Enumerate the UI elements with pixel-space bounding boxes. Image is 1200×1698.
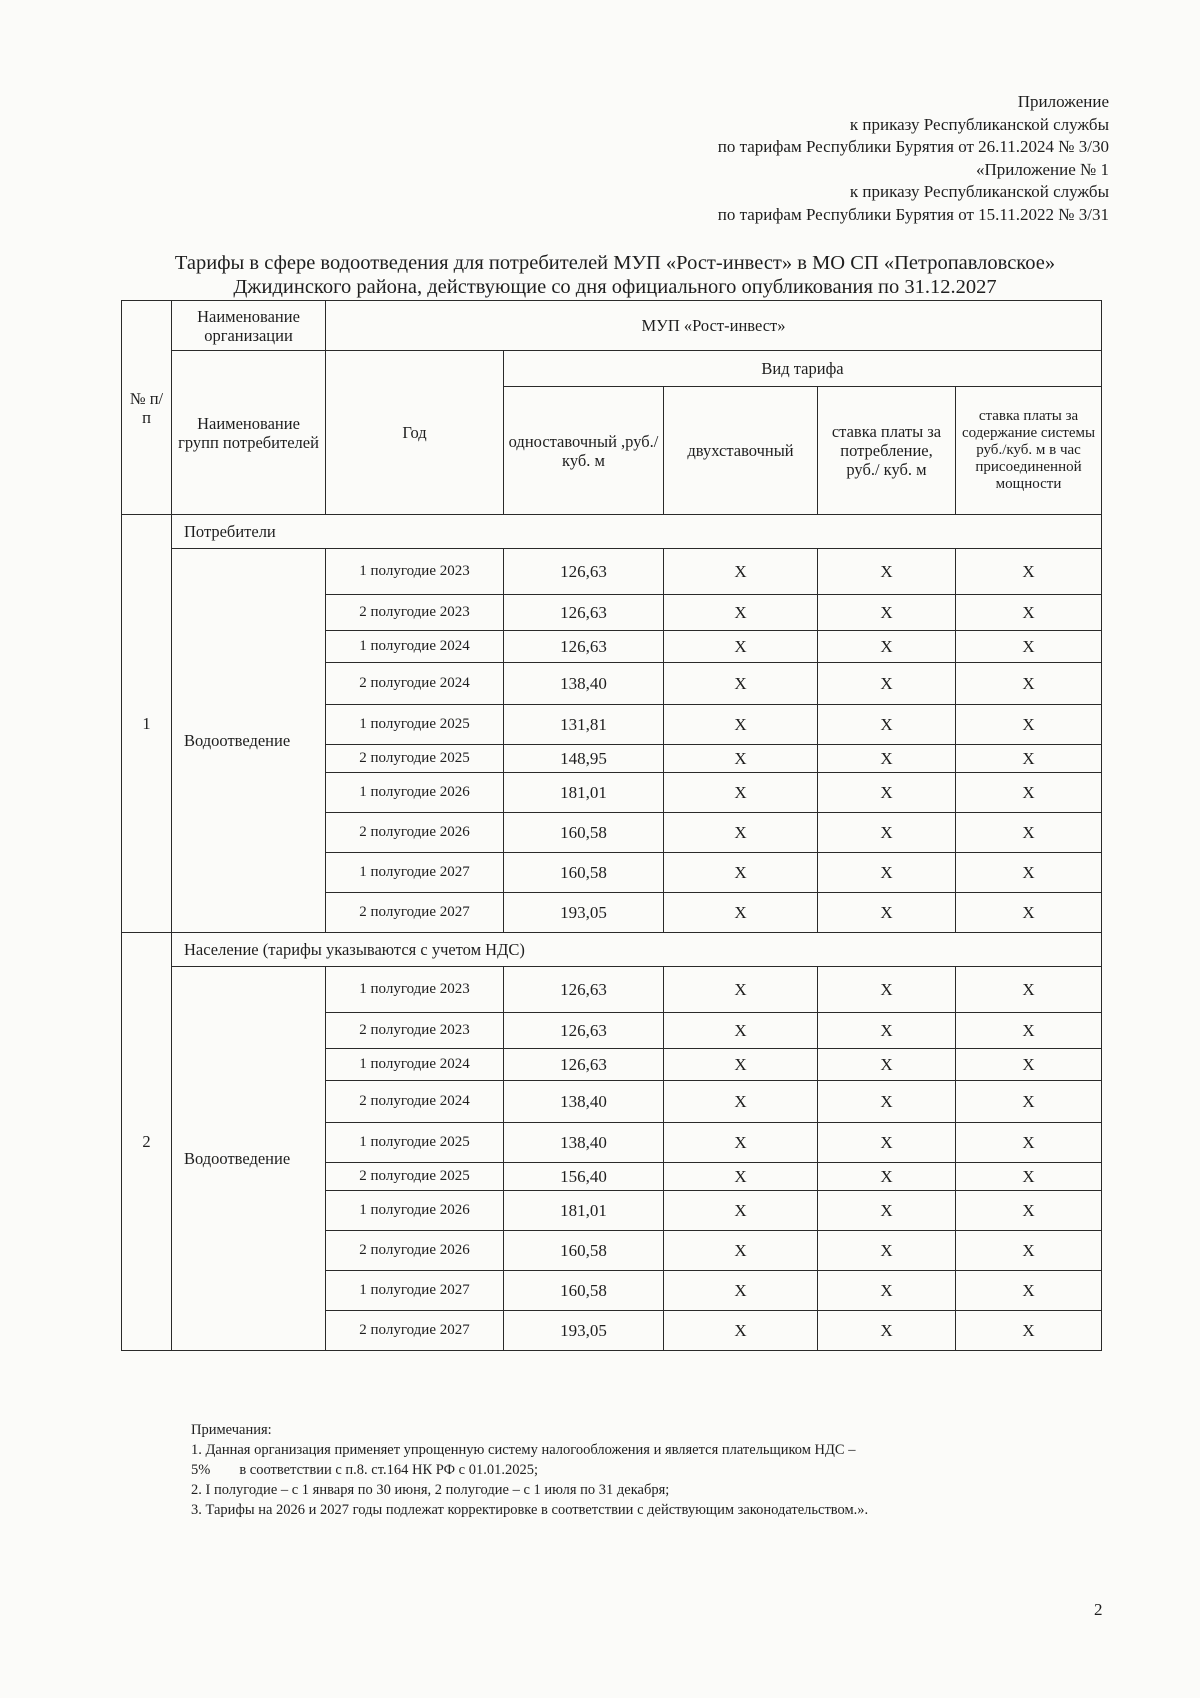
consumption-rate-cell: Х [818,1191,956,1231]
notes-title: Примечания: [191,1422,272,1438]
header-line: «Приложение № 1 [976,159,1109,179]
header-num: № п/п [122,301,172,515]
single-rate-cell: 181,01 [504,1191,664,1231]
table-row [122,549,1102,595]
consumption-rate-cell: Х [818,1081,956,1123]
single-rate-cell: 126,63 [504,595,664,631]
double-rate-cell: Х [664,1311,818,1351]
single-rate-cell: 193,05 [504,893,664,933]
double-rate-cell: Х [664,705,818,745]
consumer-group: Водоотведение [172,549,326,933]
single-rate-cell: 138,40 [504,1123,664,1163]
period-cell: 1 полугодие 2026 [326,1191,504,1231]
period-cell: 2 полугодие 2023 [326,1013,504,1049]
capacity-rate-cell: Х [956,631,1102,663]
period-cell: 2 полугодие 2025 [326,1163,504,1191]
consumption-rate-cell: Х [818,705,956,745]
header-line: по тарифам Республики Бурятия от 15.11.2022 № 3/31 [717,204,1109,224]
single-rate-cell: 181,01 [504,773,664,813]
double-rate-cell: Х [664,1081,818,1123]
capacity-rate-cell: Х [956,1231,1102,1271]
double-rate-cell: Х [664,663,818,705]
header-tariff-kind: Вид тарифа [504,351,1102,387]
period-cell: 2 полугодие 2026 [326,813,504,853]
consumption-rate-cell: Х [818,549,956,595]
note-2: 2. I полугодие – с 1 января по 30 июня, 2 полугодие – с 1 июля по 31 декабря; [191,1482,670,1498]
period-cell: 1 полугодие 2024 [326,631,504,663]
header-year: Год [326,351,504,515]
single-rate-cell: 160,58 [504,1271,664,1311]
double-rate-cell: Х [664,549,818,595]
period-cell: 2 полугодие 2024 [326,1081,504,1123]
capacity-rate-cell: Х [956,1049,1102,1081]
period-cell: 1 полугодие 2027 [326,1271,504,1311]
double-rate-cell: Х [664,1049,818,1081]
consumption-rate-cell: Х [818,1311,956,1351]
tariff-table [121,300,1102,1351]
single-rate-cell: 126,63 [504,1013,664,1049]
header-line: к приказу Республиканской службы [849,182,1109,201]
document-header [509,91,1109,226]
capacity-rate-cell: Х [956,549,1102,595]
header-line: Приложение [1017,92,1109,111]
single-rate-cell: 138,40 [504,1081,664,1123]
double-rate-cell: Х [664,813,818,853]
single-rate-cell: 160,58 [504,1231,664,1271]
note-1: 1. Данная организация применяет упрощенную систему налогообложения и является плательщиком НДС – [191,1442,856,1458]
consumption-rate-cell: Х [818,663,956,705]
double-rate-cell: Х [664,1271,818,1311]
capacity-rate-cell: Х [956,773,1102,813]
double-rate-cell: Х [664,1013,818,1049]
title-line-2: Джидинского района, действующие со дня официального опубликования по 31.12.2027 [233,276,997,298]
double-rate-cell: Х [664,967,818,1013]
double-rate-cell: Х [664,1191,818,1231]
consumption-rate-cell: Х [818,967,956,1013]
single-rate-cell: 131,81 [504,705,664,745]
period-cell: 1 полугодие 2024 [326,1049,504,1081]
header-org: Наименование организации [172,301,326,351]
page-number: 2 [1094,1600,1103,1619]
consumption-rate-cell: Х [818,745,956,773]
double-rate-cell: Х [664,745,818,773]
single-rate-cell: 193,05 [504,1311,664,1351]
single-rate-cell: 160,58 [504,853,664,893]
consumption-rate-cell: Х [818,853,956,893]
consumption-rate-cell: Х [818,1123,956,1163]
double-rate-cell: Х [664,773,818,813]
double-rate-cell: Х [664,853,818,893]
capacity-rate-cell: Х [956,893,1102,933]
section-heading: Потребители [172,515,1102,549]
note-3: 3. Тарифы на 2026 и 2027 годы подлежат корректировке в соответствии с действующим законодательством.». [191,1502,869,1518]
capacity-rate-cell: Х [956,745,1102,773]
header-single-rate: одноставочный ,руб./ куб. м [504,387,664,515]
note-1-continued: 5% в соответствии с п.8. ст.164 НК РФ с 01.01.2025; [191,1462,538,1478]
single-rate-cell: 138,40 [504,663,664,705]
period-cell: 1 полугодие 2023 [326,549,504,595]
period-cell: 2 полугодие 2025 [326,745,504,773]
period-cell: 2 полугодие 2023 [326,595,504,631]
section-number: 2 [122,933,172,1351]
capacity-rate-cell: Х [956,967,1102,1013]
single-rate-cell: 160,58 [504,813,664,853]
header-capacity-rate: ставка платы за содержание системы руб./куб. м в час присоединенной мощности [956,387,1102,515]
capacity-rate-cell: Х [956,853,1102,893]
consumption-rate-cell: Х [818,1013,956,1049]
capacity-rate-cell: Х [956,1163,1102,1191]
consumption-rate-cell: Х [818,595,956,631]
capacity-rate-cell: Х [956,1081,1102,1123]
capacity-rate-cell: Х [956,1311,1102,1351]
period-cell: 1 полугодие 2023 [326,967,504,1013]
single-rate-cell: 126,63 [504,549,664,595]
consumption-rate-cell: Х [818,893,956,933]
capacity-rate-cell: Х [956,1013,1102,1049]
header-groups: Наименование групп потребителей [172,351,326,515]
section-heading: Население (тарифы указываются с учетом НДС) [172,933,1102,967]
consumption-rate-cell: Х [818,1231,956,1271]
period-cell: 1 полугодие 2025 [326,1123,504,1163]
double-rate-cell: Х [664,1163,818,1191]
consumption-rate-cell: Х [818,631,956,663]
capacity-rate-cell: Х [956,1271,1102,1311]
consumption-rate-cell: Х [818,1163,956,1191]
period-cell: 2 полугодие 2024 [326,663,504,705]
period-cell: 2 полугодие 2027 [326,893,504,933]
section-number: 1 [122,515,172,933]
consumption-rate-cell: Х [818,813,956,853]
single-rate-cell: 156,40 [504,1163,664,1191]
period-cell: 2 полугодие 2027 [326,1311,504,1351]
header-line: к приказу Республиканской службы [849,114,1109,134]
single-rate-cell: 126,63 [504,967,664,1013]
consumer-group: Водоотведение [172,967,326,1351]
single-rate-cell: 126,63 [504,631,664,663]
capacity-rate-cell: Х [956,813,1102,853]
capacity-rate-cell: Х [956,1191,1102,1231]
header-double-rate: двухставочный [664,387,818,515]
section-heading-row [122,515,1102,549]
period-cell: 1 полугодие 2026 [326,773,504,813]
capacity-rate-cell: Х [956,595,1102,631]
capacity-rate-cell: Х [956,663,1102,705]
consumption-rate-cell: Х [818,1049,956,1081]
period-cell: 1 полугодие 2027 [326,853,504,893]
double-rate-cell: Х [664,631,818,663]
org-name: МУП «Рост-инвест» [326,301,1102,351]
period-cell: 1 полугодие 2025 [326,705,504,745]
notes [191,1420,1071,1520]
section-heading-row [122,933,1102,967]
table-row [122,967,1102,1013]
double-rate-cell: Х [664,1123,818,1163]
double-rate-cell: Х [664,595,818,631]
single-rate-cell: 126,63 [504,1049,664,1081]
capacity-rate-cell: Х [956,705,1102,745]
header-consumption-rate: ставка платы за потребление, руб./ куб. м [818,387,956,515]
double-rate-cell: Х [664,1231,818,1271]
document-title [130,251,1100,299]
capacity-rate-cell: Х [956,1123,1102,1163]
period-cell: 2 полугодие 2026 [326,1231,504,1271]
consumption-rate-cell: Х [818,1271,956,1311]
consumption-rate-cell: Х [818,773,956,813]
double-rate-cell: Х [664,893,818,933]
title-line-1: Тарифы в сфере водоотведения для потребителей МУП «Рост-инвест» в МО СП «Петропавловское» [174,252,1056,274]
single-rate-cell: 148,95 [504,745,664,773]
header-line: по тарифам Республики Бурятия от 26.11.2024 № 3/30 [717,137,1109,156]
